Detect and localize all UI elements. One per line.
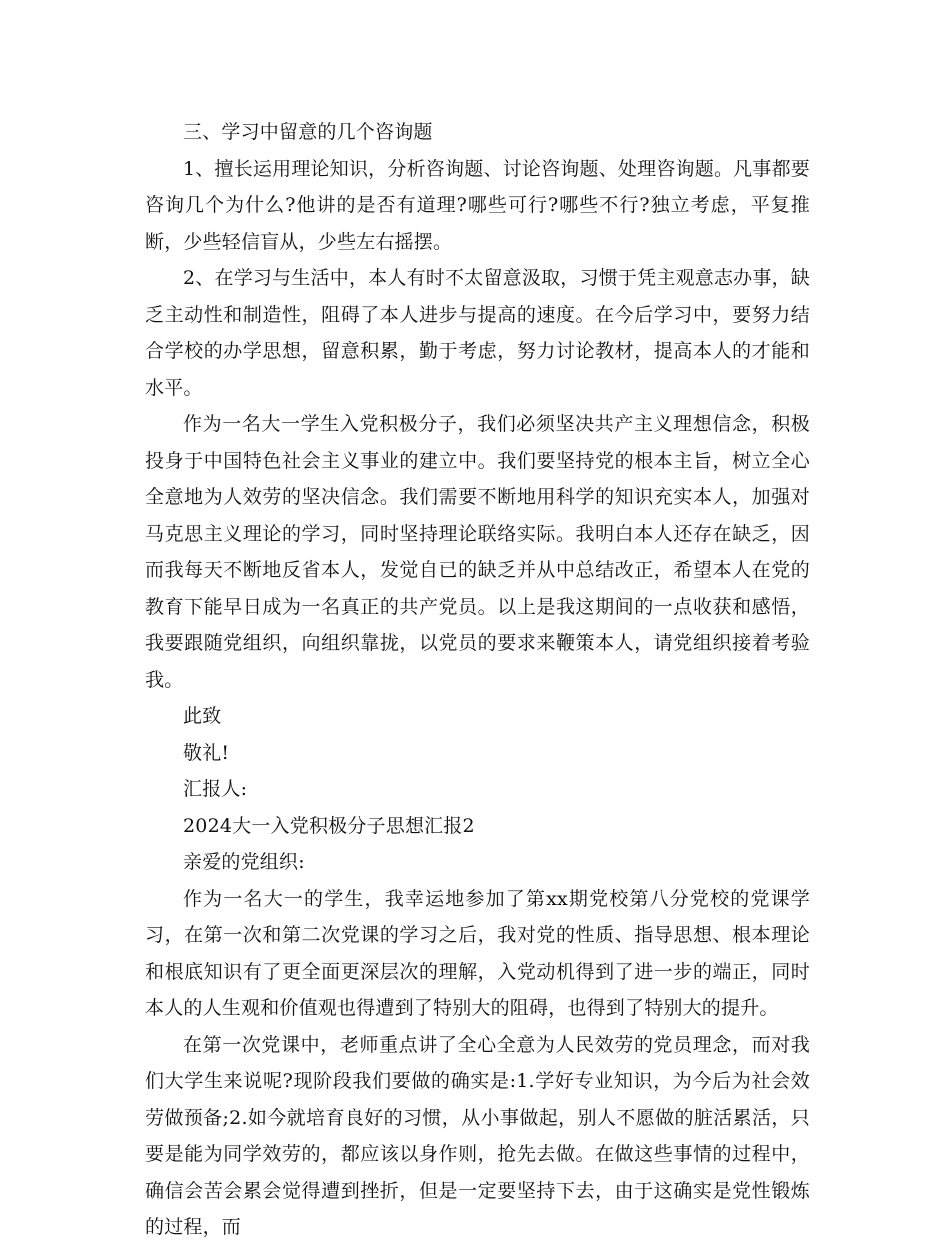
reporter-line: 汇报人:	[183, 778, 248, 800]
document-body	[145, 114, 810, 1246]
paragraph: 2、在学习与生活中，本人有时不太留意汲取，习惯于凭主观意志办事，缺乏主动性和制造性，阻碍了本人进步与提高的速度。在今后学习中，要努力结合学校的办学思想，留意积累，勤于考虑，努力讨论教材，提高本人的才能和水平。	[145, 267, 810, 399]
greeting-line: 亲爱的党组织:	[183, 851, 305, 873]
salute-line: 敬礼!	[183, 741, 230, 764]
report-title: 2024大一入党积极分子思想汇报2	[183, 814, 475, 837]
closing-line: 此致	[183, 705, 222, 727]
paragraph: 作为一名大一的学生，我幸运地参加了第xx期党校第八分党校的党课学习，在第一次和第二次党课的学习之后，我对党的性质、指导思想、根本理论和根底知识有了更全面更深层次的理解，入党动机得到了进一步的端正，同时本人的人生观和价值观也得遭到了特别大的阻碍，也得到了特别大的提升。	[145, 887, 810, 1019]
paragraph: 1、擅长运用理论知识，分析咨询题、讨论咨询题、处理咨询题。凡事都要咨询几个为什么?他讲的是否有道理?哪些可行?哪些不行?独立考虑，平复推断，少些轻信盲从，少些左右摇摆。	[145, 157, 810, 253]
section-heading: 三、学习中留意的几个咨询题	[183, 121, 433, 143]
paragraph: 作为一名大一学生入党积极分子，我们必须坚决共产主义理想信念，积极投身于中国特色社会主义事业的建立中。我们要坚持党的根本主旨，树立全心全意地为人效劳的坚决信念。我们需要不断地用科学的知识充实本人，加强对马克思主义理论的学习，同时坚持理论联络实际。我明白本人还存在缺乏，因而我每天不断地反省本人，发觉自已的缺乏并从中总结改正，希望本人在党的教育下能早日成为一名真正的共产党员。以上是我这期间的一点收获和感悟，我要跟随党组织，向组织靠拢，以党员的要求来鞭策本人，请党组织接着考验我。	[145, 413, 810, 691]
paragraph: 在第一次党课中，老师重点讲了全心全意为人民效劳的党员理念，而对我们大学生来说呢?现阶段我们要做的确实是:1.学好专业知识，为今后为社会效劳做预备;2.如今就培育良好的习惯，从小事做起，别人不愿做的脏活累活，只要是能为同学效劳的，都应该以身作则，抢先去做。在做这些事情的过程中，确信会苦会累会觉得遭到挫折，但是一定要坚持下去，由于这确实是党性锻炼的过程，而	[145, 1033, 810, 1238]
